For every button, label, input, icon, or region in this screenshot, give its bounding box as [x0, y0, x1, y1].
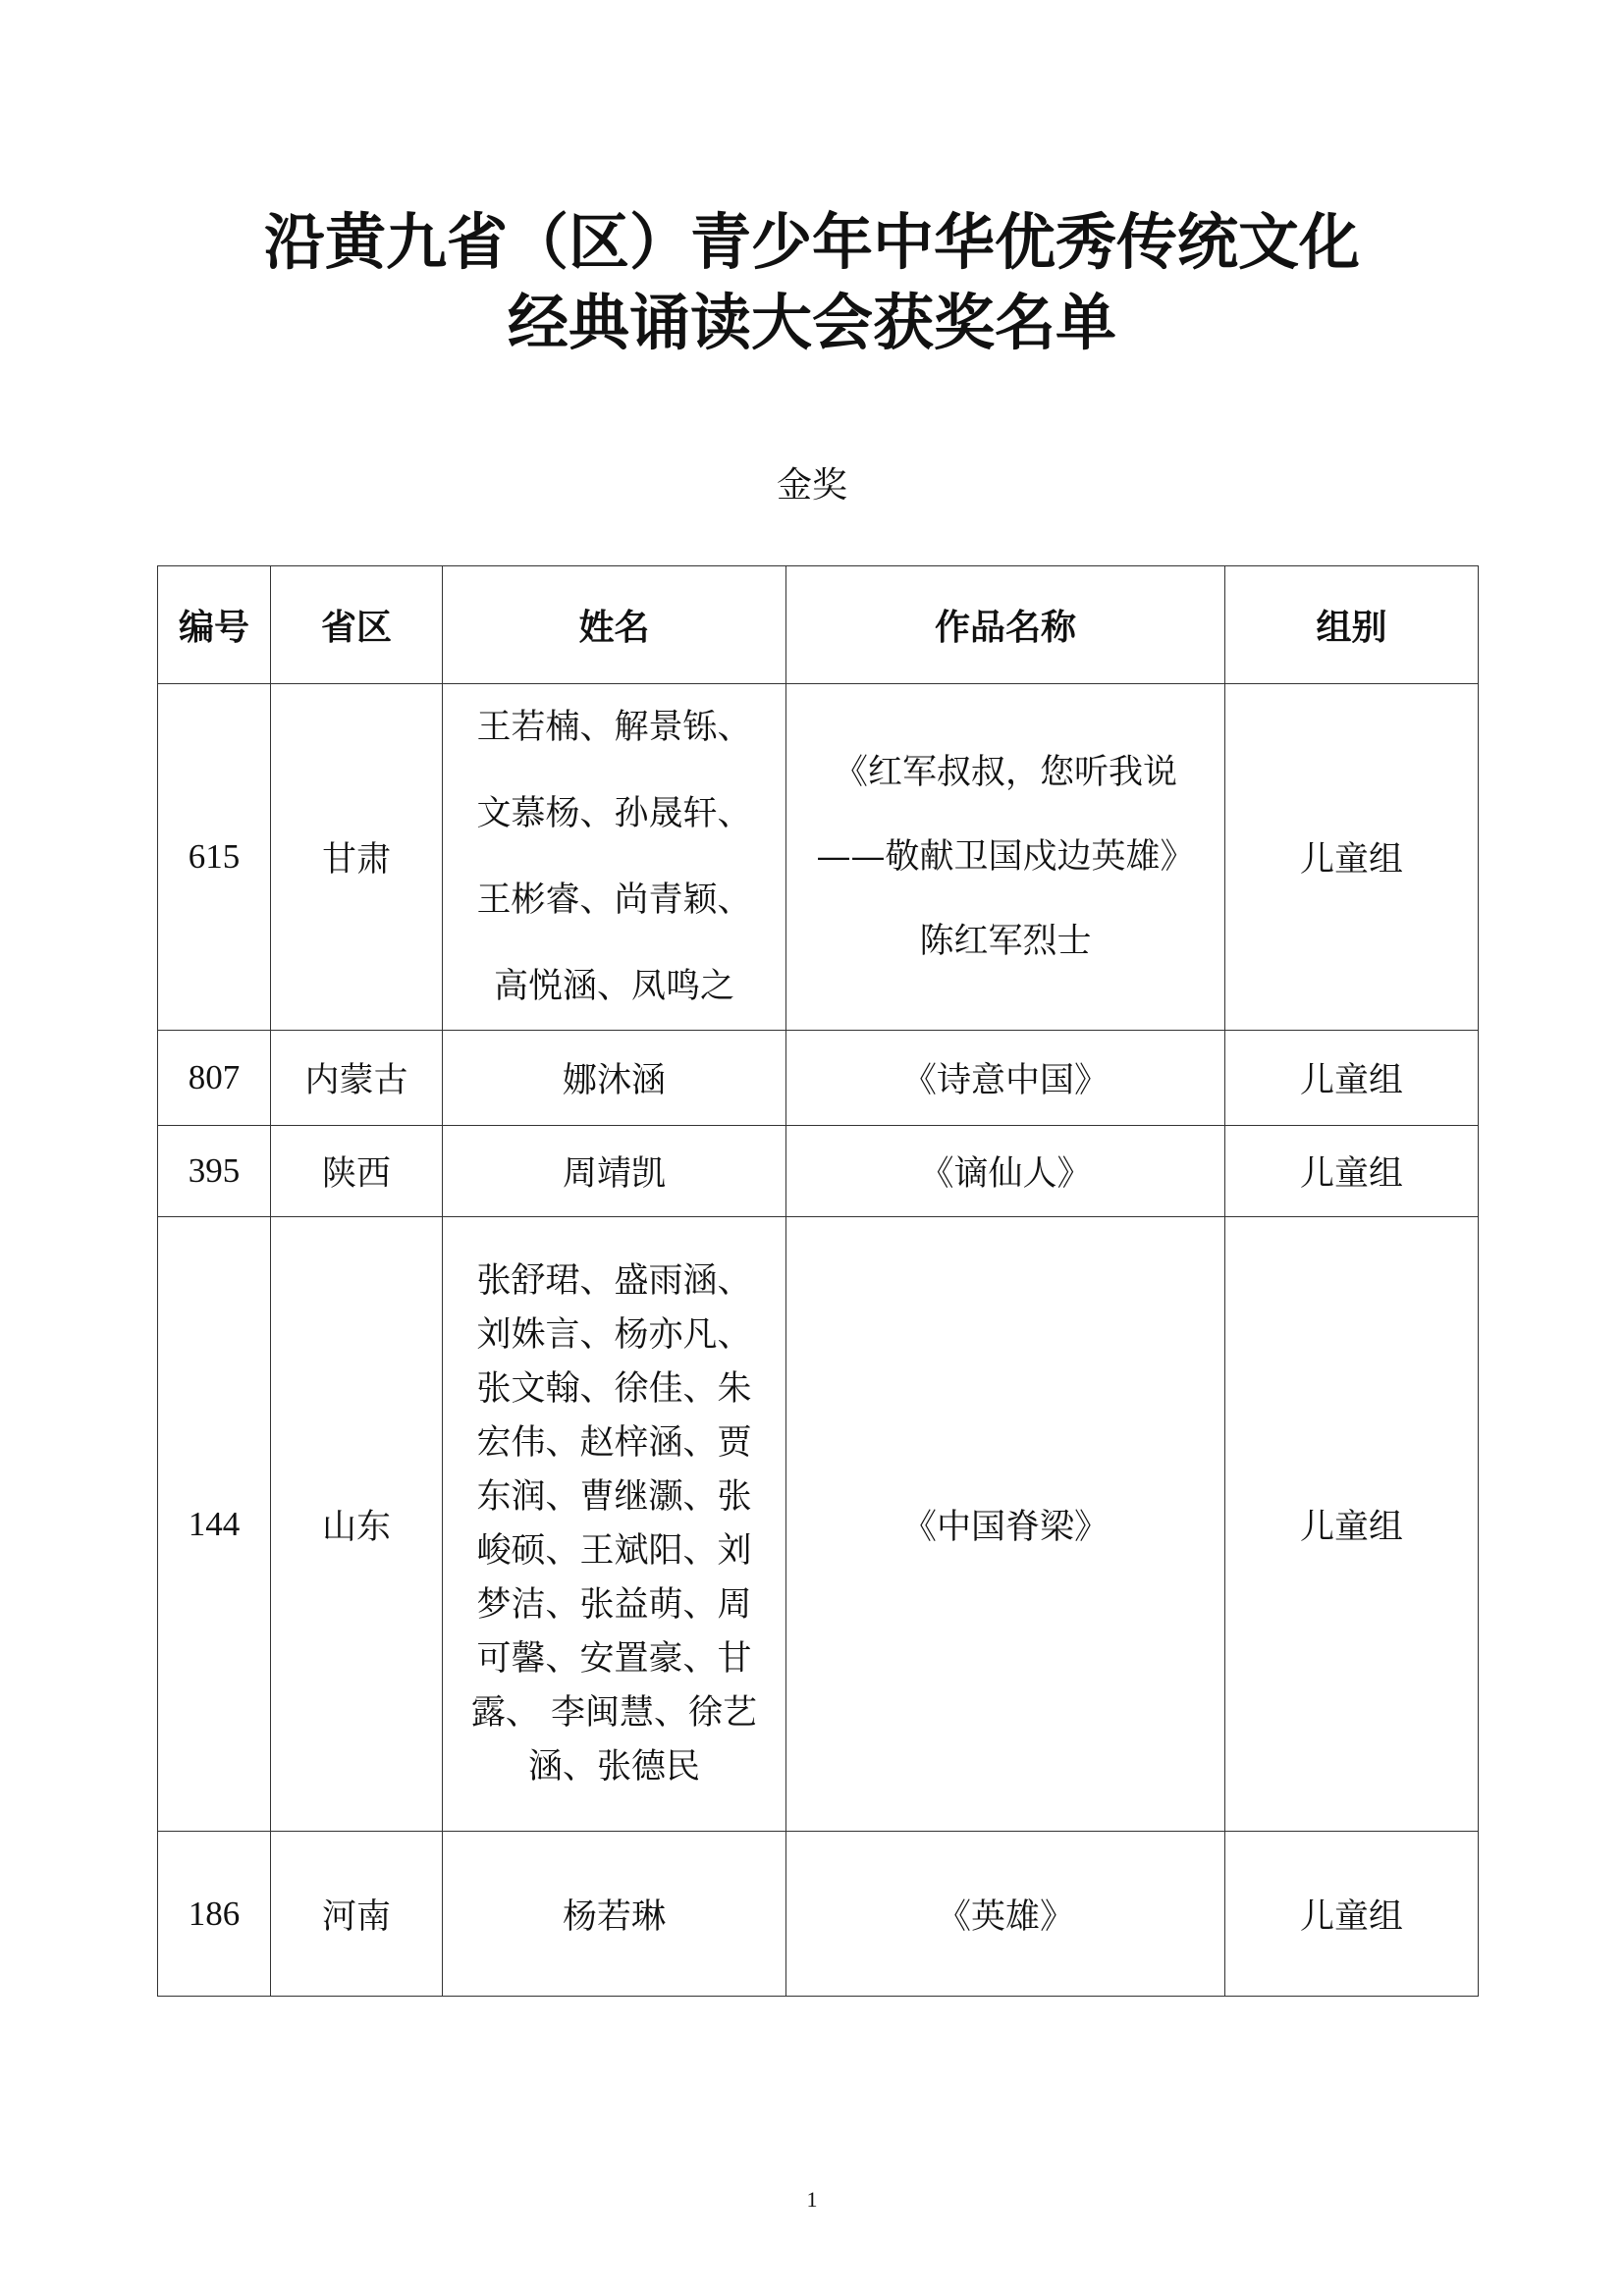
cell-names — [443, 1217, 786, 1832]
cell-province: 陕西 — [271, 1126, 443, 1217]
cell-id: 186 — [158, 1832, 271, 1997]
cell-work-title: 《中国脊梁》 — [786, 1217, 1225, 1832]
cell-names: 娜沐涵 — [443, 1031, 786, 1126]
names-text: 张舒珺、盛雨涵、 刘姝言、杨亦凡、 张文翰、徐佳、朱 宏伟、赵梓涵、贾 东润、曹继灏、张 峻硕、王斌阳、刘 梦洁、张益萌、周 可馨、安置豪、甘 露、 李闽慧、徐艺 涵、张德民 — [470, 1260, 758, 1787]
table-row — [158, 1126, 1479, 1217]
header-province: 省区 — [271, 566, 443, 684]
award-level-heading: 金奖 — [776, 465, 847, 506]
cell-work-title: 《诗意中国》 — [786, 1031, 1225, 1126]
cell-id: 807 — [158, 1031, 271, 1126]
cell-work-title: 《英雄》 — [786, 1832, 1225, 1997]
header-group: 组别 — [1225, 566, 1479, 684]
cell-group: 儿童组 — [1225, 1031, 1479, 1126]
cell-group: 儿童组 — [1225, 684, 1479, 1031]
work-title-text: 《红军叔叔，您听我说 ——敬献卫国戍边英雄》 陈红军烈士 — [816, 753, 1195, 961]
names-text: 王若楠、解景铄、 文慕杨、孙晟轩、 王彬睿、尚青颖、 高悦涵、凤鸣之 — [476, 708, 752, 1006]
cell-work-title — [786, 684, 1225, 1031]
table-header-row — [158, 566, 1479, 684]
cell-names: 杨若琳 — [443, 1832, 786, 1997]
cell-work-title: 《谪仙人》 — [786, 1126, 1225, 1217]
table-row — [158, 1031, 1479, 1126]
page-number: 1 — [806, 2187, 818, 2212]
cell-province: 内蒙古 — [271, 1031, 443, 1126]
cell-group: 儿童组 — [1225, 1832, 1479, 1997]
cell-group: 儿童组 — [1225, 1217, 1479, 1832]
header-work-title: 作品名称 — [786, 566, 1225, 684]
table-row — [158, 1832, 1479, 1997]
header-names: 姓名 — [443, 566, 786, 684]
cell-province: 山东 — [271, 1217, 443, 1832]
cell-province: 甘肃 — [271, 684, 443, 1031]
award-winners-table — [157, 565, 1479, 1997]
document-title-line-1: 沿黄九省（区）青少年中华优秀传统文化 — [263, 206, 1360, 278]
cell-names: 周靖凯 — [443, 1126, 786, 1217]
cell-id: 144 — [158, 1217, 271, 1832]
cell-province: 河南 — [271, 1832, 443, 1997]
table-row — [158, 1217, 1479, 1832]
cell-group: 儿童组 — [1225, 1126, 1479, 1217]
document-title-line-2: 经典诵读大会获奖名单 — [507, 287, 1116, 358]
header-id: 编号 — [158, 566, 271, 684]
cell-names — [443, 684, 786, 1031]
cell-id: 395 — [158, 1126, 271, 1217]
table-row — [158, 684, 1479, 1031]
cell-id: 615 — [158, 684, 271, 1031]
